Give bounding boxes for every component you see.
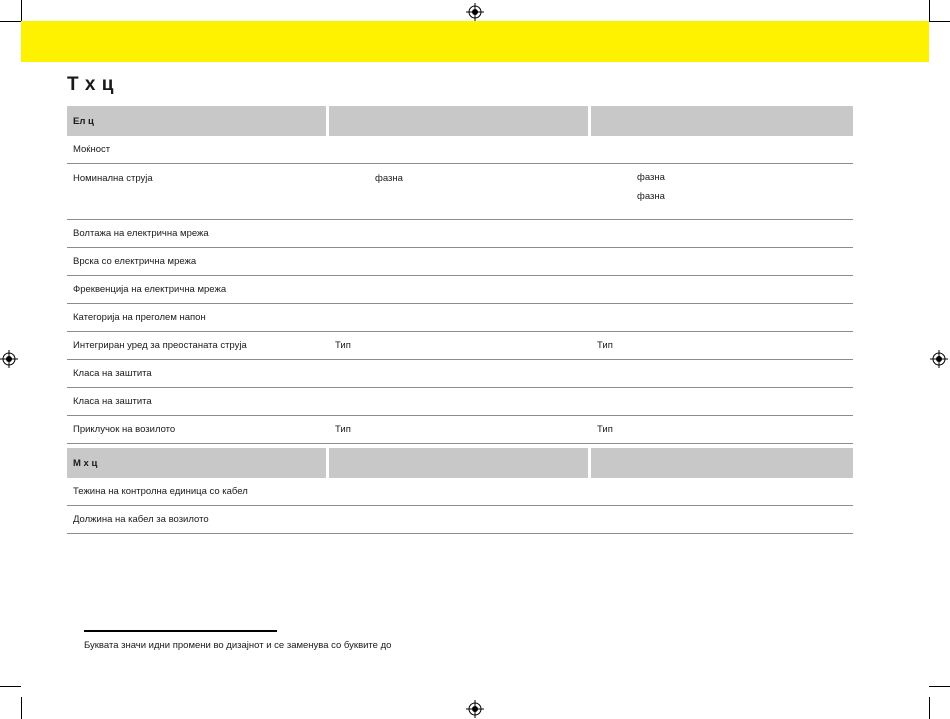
row-value	[591, 136, 853, 164]
table-row	[67, 332, 853, 360]
row-label: Категорија на преголем напон	[67, 304, 329, 332]
row-value	[591, 248, 853, 276]
row-value	[591, 478, 853, 506]
electrical-specs-table	[67, 106, 853, 444]
mechanical-table-header	[67, 448, 853, 478]
row-value	[591, 388, 853, 416]
row-value	[329, 248, 591, 276]
row-value	[591, 276, 853, 304]
crop-mark-bottom-left-h	[0, 686, 21, 687]
header-cell	[591, 448, 853, 478]
row-label: Интегриран уред за преостаната струја	[67, 332, 329, 360]
table-row	[67, 304, 853, 332]
row-label: Тежина на контролна единица со кабел	[67, 478, 329, 506]
table-row	[67, 506, 853, 534]
row-value	[329, 220, 591, 248]
row-value	[329, 506, 591, 534]
row-value: Тип	[329, 416, 591, 444]
mechanical-specs-table	[67, 448, 853, 534]
crop-mark-bottom-right-h	[929, 686, 950, 687]
crop-mark-top-right-v	[929, 0, 930, 21]
row-label: Фреквенција на електрична мрежа	[67, 276, 329, 304]
header-cell	[329, 448, 591, 478]
footnote-rule	[84, 630, 277, 632]
registration-mark-bottom	[466, 700, 484, 718]
row-value	[329, 276, 591, 304]
row-value	[591, 164, 853, 220]
row-value	[591, 360, 853, 388]
table-row	[67, 360, 853, 388]
header-cell: М х ц	[67, 448, 329, 478]
crop-mark-bottom-right-v	[929, 697, 930, 719]
row-value: Тип	[591, 416, 853, 444]
electrical-table-header	[67, 106, 853, 136]
table-row	[67, 136, 853, 164]
row-value: Тип	[329, 332, 591, 360]
row-value	[329, 360, 591, 388]
table-row	[67, 416, 853, 444]
crop-mark-top-right-h	[929, 21, 950, 22]
row-label: Должина на кабел за возилото	[67, 506, 329, 534]
page-title: Т х ц	[67, 74, 114, 95]
registration-mark-left	[0, 350, 18, 368]
crop-mark-bottom-left-v	[21, 697, 22, 719]
table-row	[67, 220, 853, 248]
table-row	[67, 478, 853, 506]
row-label: Врска со електрична мрежа	[67, 248, 329, 276]
header-band	[21, 21, 929, 62]
table-row	[67, 164, 853, 220]
registration-mark-top	[466, 3, 484, 21]
row-label: Класа на заштита	[67, 360, 329, 388]
value-line: фазна	[637, 191, 665, 202]
row-label: Класа на заштита	[67, 388, 329, 416]
table-row	[67, 276, 853, 304]
row-value	[329, 478, 591, 506]
header-cell	[329, 106, 591, 136]
row-value	[591, 220, 853, 248]
row-value	[329, 304, 591, 332]
row-value	[591, 304, 853, 332]
row-label: Моќност	[67, 136, 329, 164]
row-value	[591, 506, 853, 534]
row-value	[329, 136, 591, 164]
row-label: Номинална струја	[67, 164, 329, 220]
registration-mark-right	[930, 350, 948, 368]
table-row	[67, 248, 853, 276]
row-value	[329, 388, 591, 416]
header-cell: Ел ц	[67, 106, 329, 136]
value-line: фазна	[637, 172, 665, 183]
row-label: Волтажа на електрична мрежа	[67, 220, 329, 248]
value-text: фазна	[375, 173, 403, 184]
crop-mark-top-left-h	[0, 21, 21, 22]
table-row	[67, 388, 853, 416]
row-value	[329, 164, 591, 220]
crop-mark-top-left-v	[21, 0, 22, 21]
row-label: Приклучок на возилото	[67, 416, 329, 444]
footnote-text: Буквата значи идни промени во дизајнот и се заменува со буквите до	[84, 640, 392, 651]
header-cell	[591, 106, 853, 136]
row-value: Тип	[591, 332, 853, 360]
